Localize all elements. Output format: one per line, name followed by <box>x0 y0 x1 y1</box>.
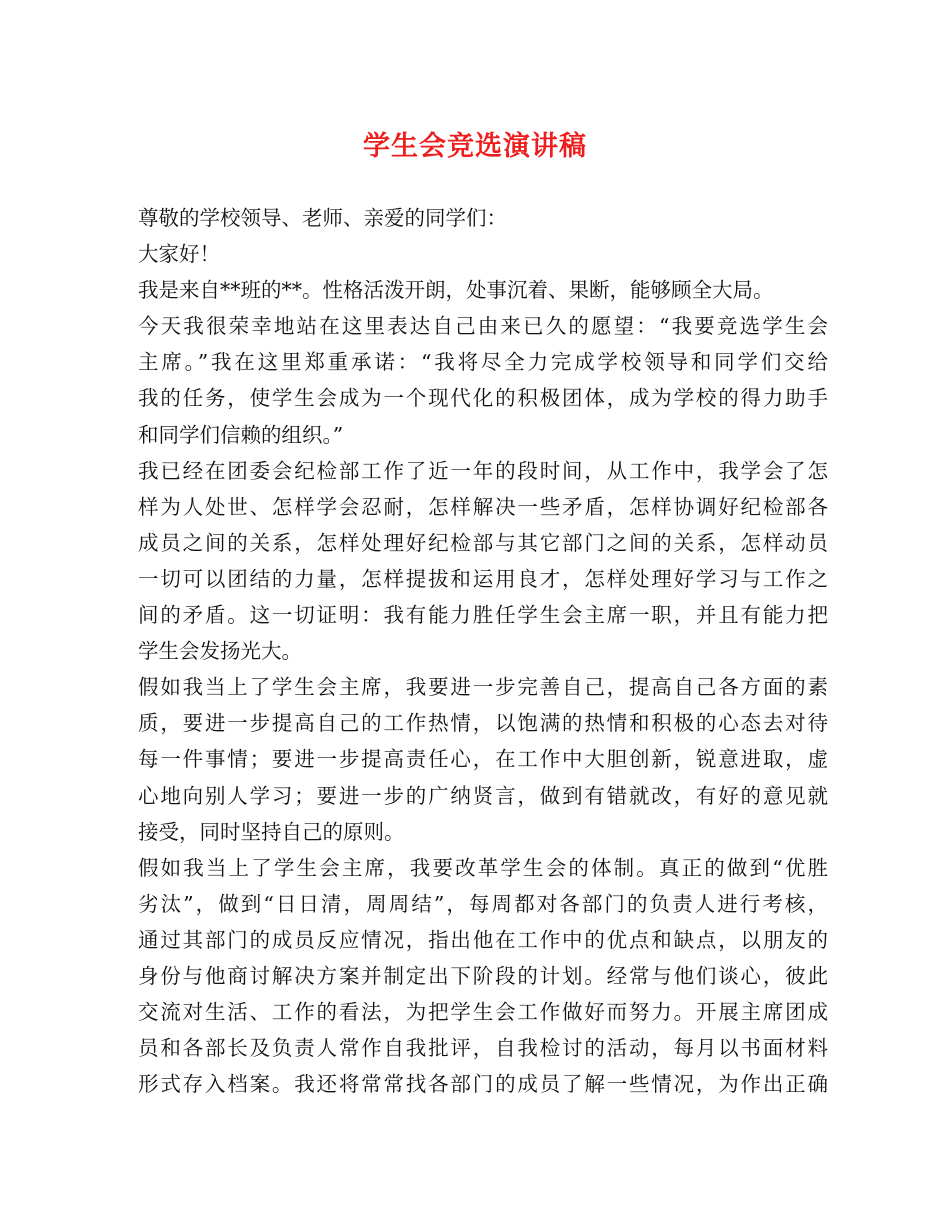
body-line: 间的矛盾。这一切证明：我有能力胜任学生会主席一职，并且有能力把 <box>138 603 828 628</box>
body-line: 员和各部长及负责人常作自我批评，自我检讨的活动，每月以书面材料 <box>138 1036 828 1061</box>
body-line: 今天我很荣幸地站在这里表达自己由来已久的愿望：“我要竞选学生会 <box>138 314 828 339</box>
body-line: 交流对生活、工作的看法，为把学生会工作做好而努力。开展主席团成 <box>138 1000 828 1025</box>
body-line: 心地向别人学习；要进一步的广纳贤言，做到有错就改，有好的意见就 <box>138 783 828 808</box>
body-line: 我已经在团委会纪检部工作了近一年的段时间，从工作中，我学会了怎 <box>138 458 828 483</box>
body-line: 通过其部门的成员反应情况，指出他在工作中的优点和缺点，以朋友的 <box>138 927 828 952</box>
body-line: 假如我当上了学生会主席，我要进一步完善自己，提高自己各方面的素 <box>138 675 828 700</box>
body-line: 一切可以团结的力量，怎样提拔和运用良才，怎样处理好学习与工作之 <box>138 566 828 591</box>
body-line: 形式存入档案。我还将常常找各部门的成员了解一些情况，为作出正确 <box>138 1072 828 1097</box>
body-line: 和同学们信赖的组织。” <box>138 422 344 447</box>
speech-body <box>138 200 828 1102</box>
body-line: 大家好！ <box>138 242 220 267</box>
body-line: 身份与他商讨解决方案并制定出下阶段的计划。经常与他们谈心，彼此 <box>138 963 828 988</box>
body-line: 接受，同时坚持自己的原则。 <box>138 819 405 844</box>
body-line: 我的任务，使学生会成为一个现代化的积极团体，成为学校的得力助手 <box>138 386 828 411</box>
body-line: 成员之间的关系，怎样处理好纪检部与其它部门之间的关系，怎样动员 <box>138 530 828 555</box>
body-line: 样为人处世、怎样学会忍耐，怎样解决一些矛盾，怎样协调好纪检部各 <box>138 494 828 519</box>
document-title: 学生会竞选演讲稿 <box>363 131 587 162</box>
body-line: 假如我当上了学生会主席，我要改革学生会的体制。真正的做到“优胜 <box>138 855 828 880</box>
body-line: 质，要进一步提高自己的工作热情，以饱满的热情和积极的心态去对待 <box>138 711 828 736</box>
body-line: 我是来自**班的**。性格活泼开朗，处事沉着、果断，能够顾全大局。 <box>138 278 774 303</box>
body-line: 主席。”我在这里郑重承诺：“我将尽全力完成学校领导和同学们交给 <box>138 350 828 375</box>
body-line: 劣汰”，做到“日日清，周周结”，每周都对各部门的负责人进行考核， <box>138 891 828 916</box>
body-line: 学生会发扬光大。 <box>138 639 302 664</box>
body-line: 尊敬的学校领导、老师、亲爱的同学们： <box>138 206 507 230</box>
body-line: 每一件事情；要进一步提高责任心，在工作中大胆创新，锐意进取，虚 <box>138 747 828 772</box>
